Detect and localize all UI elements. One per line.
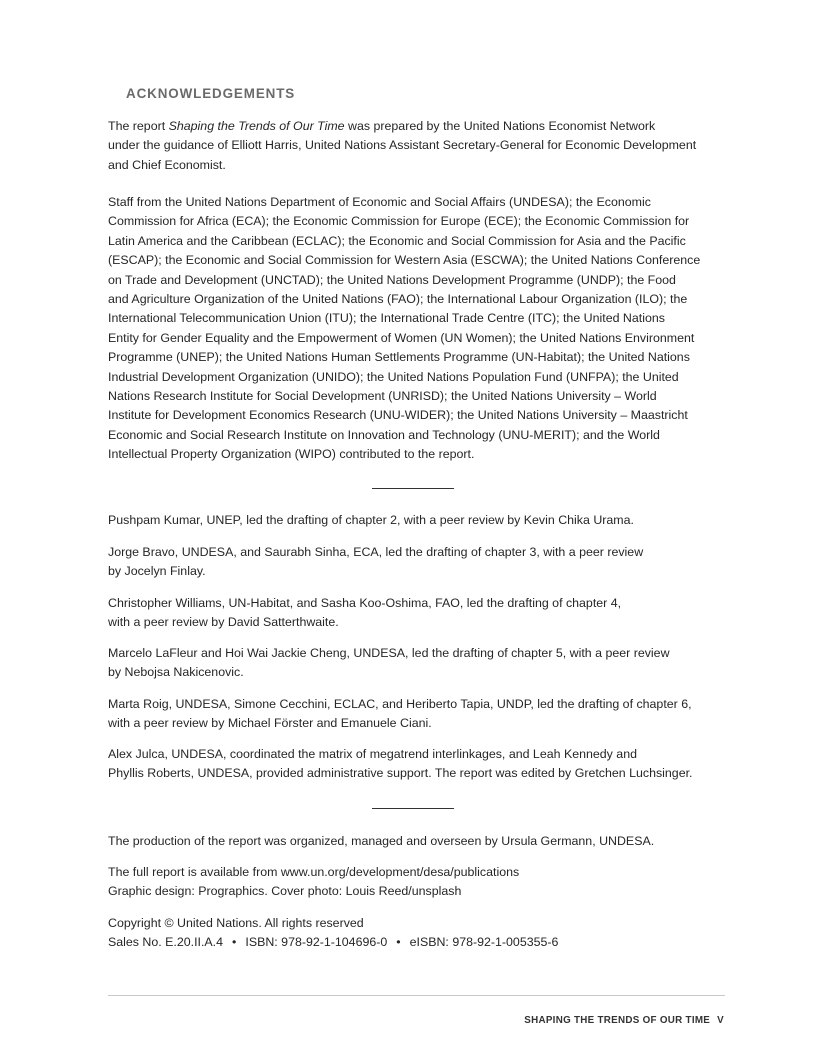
footer-divider bbox=[108, 995, 725, 996]
report-title: Shaping the Trends of Our Time bbox=[168, 119, 345, 133]
production-credit: The production of the report was organized, managed and overseen by Ursula Germann, UNDESA. bbox=[108, 834, 655, 848]
copyright-info: Copyright © United Nations. All rights reserved Sales No. E.20.II.A.4 • ISBN: 978-92-1-104696-0 • eISBN: 978-92-1-005355-6 bbox=[108, 914, 723, 953]
chapter-2-credit: Pushpam Kumar, UNEP, led the drafting of chapter 2, with a peer review by Kevin Chika Urama. bbox=[108, 513, 634, 527]
chapter-3-credit: Jorge Bravo, UNDESA, and Saurabh Sinha, ECA, led the drafting of chapter 3, with a peer review by Jocelyn Finlay. bbox=[108, 545, 644, 579]
section-divider bbox=[372, 808, 454, 809]
bullet-separator: • bbox=[396, 935, 401, 950]
running-title: SHAPING THE TRENDS OF OUR TIME bbox=[524, 1015, 711, 1026]
eisbn: eISBN: 978-92-1-005355-6 bbox=[409, 935, 559, 950]
support-credit: Alex Julca, UNDESA, coordinated the matrix of megatrend interlinkages, and Leah Kennedy and Phyllis Roberts, UNDESA, provided administrative support. The report was edited by Gretchen Luchsinger. bbox=[108, 747, 693, 781]
chapter-5-credit: Marcelo LaFleur and Hoi Wai Jackie Cheng, UNDESA, led the drafting of chapter 5, with a peer review by Nebojsa Nakicenovic. bbox=[108, 646, 670, 680]
intro-line-1: The report Shaping the Trends of Our Time was prepared by the United Nations Economist Network bbox=[108, 119, 656, 133]
bullet-separator: • bbox=[232, 935, 237, 950]
publication-numbers bbox=[108, 933, 723, 952]
chapter-4-credit: Christopher Williams, UN-Habitat, and Sasha Koo-Oshima, FAO, led the drafting of chapter 4, with a peer review by David Satterthwaite. bbox=[108, 596, 622, 630]
chapter-6-credit: Marta Roig, UNDESA, Simone Cecchini, ECLAC, and Heriberto Tapia, UNDP, led the drafting of chapter 6, with a peer review by Michael Förster and Emanuele Ciani. bbox=[108, 697, 692, 731]
intro-paragraph bbox=[108, 117, 723, 175]
isbn: ISBN: 978-92-1-104696-0 bbox=[245, 935, 388, 950]
page-footer bbox=[524, 1015, 724, 1026]
intro-line-2: under the guidance of Elliott Harris, United Nations Assistant Secretary-General for Economic Development bbox=[108, 138, 697, 153]
page-number: V bbox=[717, 1015, 724, 1026]
intro-line-3: and Chief Economist. bbox=[108, 157, 226, 172]
page-heading: ACKNOWLEDGEMENTS bbox=[126, 86, 296, 101]
availability-info: The full report is available from www.un.org/development/desa/publications Graphic design: Prographics. Cover photo: Louis Reed/unsplash bbox=[108, 865, 520, 899]
staff-paragraph: Staff from the United Nations Department of Economic and Social Affairs (UNDESA); the Economic Commission for Africa (ECA); the Economic Commission for Europe (ECE); the Economic Commission for Latin America and the Caribbean (ECLAC); the Economic and Social Commission for Asia and the Pacific (ESCAP); the Economic and Social Commission for Western Asia (ESCWA); the United Nations Conference on Trade and Development (UNCTAD); the United Nations Development Programme (UNDP); the Food and Agriculture Organization of the United Nations (FAO); the International Labour Organization (ILO); the International Telecommunication Union (ITU); the International Trade Centre (ITC); the United Nations Entity for Gender Equality and the Empowerment of Women (UN Women); the United Nations Environment Programme (UNEP); the United Nations Human Settlements Programme (UN-Habitat); the United Nations Industrial Development Organization (UNIDO); the United Nations Population Fund (UNFPA); the United Nations Research Institute for Social Development (UNRISD); the United Nations University – World Institute for Development Economics Research (UNU-WIDER); the United Nations University – Maastricht Economic and Social Research Institute on Innovation and Technology (UNU-MERIT); and the World Intellectual Property Organization (WIPO) contributed to the report. bbox=[108, 195, 701, 462]
section-divider bbox=[372, 488, 454, 489]
sales-number: Sales No. E.20.II.A.4 bbox=[108, 935, 224, 950]
